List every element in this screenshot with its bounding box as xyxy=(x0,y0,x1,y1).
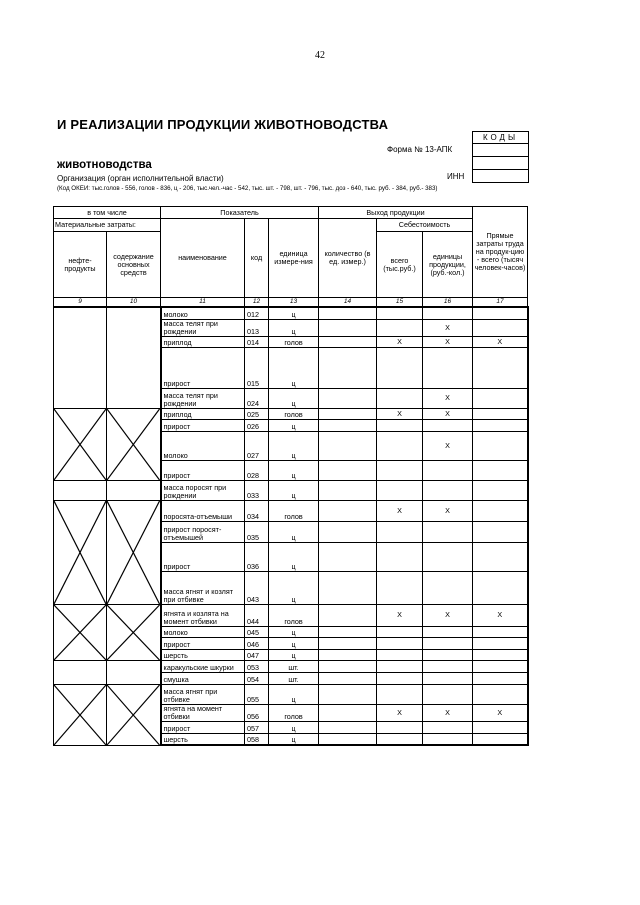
table-row xyxy=(54,604,528,626)
row-unit: ц xyxy=(269,542,319,571)
row-code: 033 xyxy=(245,480,269,500)
code-header: код xyxy=(245,219,269,298)
total-cost-cell[interactable] xyxy=(377,733,423,745)
row-unit: шт. xyxy=(269,672,319,684)
direct-labor-cell[interactable] xyxy=(473,408,528,419)
column-number: 17 xyxy=(473,298,528,308)
total-cost-cell[interactable]: X xyxy=(377,408,423,419)
direct-labor-cell[interactable] xyxy=(473,521,528,542)
direct-labor-cell[interactable] xyxy=(473,480,528,500)
unit-cost-cell[interactable]: X xyxy=(423,336,473,347)
unit-cost-cell[interactable] xyxy=(423,649,473,660)
quantity-cell[interactable] xyxy=(319,307,377,319)
row-code: 012 xyxy=(245,307,269,319)
table-row xyxy=(54,480,528,500)
direct-labor-cell[interactable] xyxy=(473,626,528,637)
material-cost-cell xyxy=(54,307,107,408)
total-cost-cell[interactable] xyxy=(377,684,423,704)
row-name: прирост xyxy=(161,542,245,571)
column-number: 12 xyxy=(245,298,269,308)
row-code: 044 xyxy=(245,604,269,626)
cross-mark-icon xyxy=(107,605,160,660)
crossed-out-cell xyxy=(107,684,161,745)
quantity-cell[interactable] xyxy=(319,431,377,460)
org-label: Организация (орган исполнительной власти) xyxy=(57,174,224,183)
inn-code-field[interactable] xyxy=(473,170,528,182)
row-name: поросята-отъемыши xyxy=(161,500,245,521)
row-name: шерсть xyxy=(161,649,245,660)
direct-labor-cell[interactable] xyxy=(473,649,528,660)
total-cost-cell[interactable]: X xyxy=(377,604,423,626)
in-that-number-header: в том числе xyxy=(54,207,161,219)
quantity-cell[interactable] xyxy=(319,637,377,649)
direct-labor-cell[interactable]: X xyxy=(473,336,528,347)
quantity-cell[interactable] xyxy=(319,500,377,521)
total-cost-cell[interactable]: X xyxy=(377,500,423,521)
fixed-assets-header: содержание основных средств xyxy=(107,232,161,298)
page-title: И РЕАЛИЗАЦИИ ПРОДУКЦИИ ЖИВОТНОВОДСТВА xyxy=(57,117,389,132)
unit-cost-header: единицы продукции, (руб.-кол.) xyxy=(423,232,473,298)
unit-cost-cell[interactable] xyxy=(423,571,473,604)
row-code: 013 xyxy=(245,319,269,336)
row-name: смушка xyxy=(161,672,245,684)
table-row xyxy=(54,408,528,419)
row-name: прирост поросят-отъемышей xyxy=(161,521,245,542)
unit-cost-cell[interactable] xyxy=(423,626,473,637)
row-name: масса телят при рождении xyxy=(161,388,245,408)
total-cost-cell[interactable] xyxy=(377,637,423,649)
direct-labor-cell[interactable]: X xyxy=(473,604,528,626)
direct-labor-cell[interactable] xyxy=(473,542,528,571)
total-cost-cell[interactable] xyxy=(377,319,423,336)
total-cost-cell[interactable] xyxy=(377,542,423,571)
total-cost-cell[interactable] xyxy=(377,649,423,660)
row-unit: голов xyxy=(269,336,319,347)
quantity-cell[interactable] xyxy=(319,626,377,637)
row-code: 047 xyxy=(245,649,269,660)
row-code: 024 xyxy=(245,388,269,408)
total-cost-cell[interactable] xyxy=(377,480,423,500)
okei-codes-note: (Код ОКЕИ: тыс.голов - 556, голов - 836, ц - 206, тыс.чел.-час - 542, тыс. шт. - 798, шт. - 796, тыс. доз - 640, тыс. руб. - 384, руб.- 383) xyxy=(57,185,438,192)
unit-cost-cell[interactable] xyxy=(423,733,473,745)
unit-cost-cell[interactable] xyxy=(423,521,473,542)
row-unit: ц xyxy=(269,626,319,637)
total-cost-cell[interactable] xyxy=(377,521,423,542)
row-code: 053 xyxy=(245,660,269,672)
total-cost-cell[interactable] xyxy=(377,388,423,408)
unit-cost-cell[interactable] xyxy=(423,660,473,672)
material-cost-cell xyxy=(107,480,161,500)
row-unit: ц xyxy=(269,419,319,431)
material-costs-header: Материальные затраты: xyxy=(54,219,161,232)
table-row xyxy=(54,684,528,704)
crossed-out-cell xyxy=(54,500,107,604)
direct-labor-cell[interactable] xyxy=(473,721,528,733)
unit-cost-cell[interactable] xyxy=(423,460,473,480)
unit-cost-cell[interactable]: X xyxy=(423,319,473,336)
name-header: наименование xyxy=(161,219,245,298)
total-cost-cell[interactable] xyxy=(377,571,423,604)
codes-box xyxy=(472,131,529,183)
row-name: молоко xyxy=(161,431,245,460)
direct-labor-cell[interactable] xyxy=(473,500,528,521)
quantity-cell[interactable] xyxy=(319,319,377,336)
row-code: 026 xyxy=(245,419,269,431)
row-code: 056 xyxy=(245,704,269,721)
total-cost-cell[interactable] xyxy=(377,419,423,431)
row-unit: голов xyxy=(269,408,319,419)
row-unit: ц xyxy=(269,431,319,460)
total-cost-cell[interactable] xyxy=(377,347,423,388)
quantity-cell[interactable] xyxy=(319,460,377,480)
direct-labor-cell[interactable] xyxy=(473,637,528,649)
quantity-header: количество (в ед. измер.) xyxy=(319,219,377,298)
row-code: 045 xyxy=(245,626,269,637)
direct-labor-cell[interactable] xyxy=(473,460,528,480)
quantity-cell[interactable] xyxy=(319,347,377,388)
quantity-cell[interactable] xyxy=(319,408,377,419)
row-name: прирост xyxy=(161,721,245,733)
row-unit: ц xyxy=(269,319,319,336)
direct-labor-cell[interactable] xyxy=(473,419,528,431)
quantity-cell[interactable] xyxy=(319,521,377,542)
cross-mark-icon xyxy=(54,501,106,604)
row-unit: ц xyxy=(269,684,319,704)
page-number: 42 xyxy=(315,50,325,61)
column-number: 16 xyxy=(423,298,473,308)
row-code: 046 xyxy=(245,637,269,649)
indicator-header: Показатель xyxy=(161,207,319,219)
row-code: 034 xyxy=(245,500,269,521)
row-name: молоко xyxy=(161,626,245,637)
row-name: каракульские шкурки xyxy=(161,660,245,672)
unit-cost-cell[interactable] xyxy=(423,721,473,733)
direct-labor-cell[interactable] xyxy=(473,660,528,672)
row-code: 028 xyxy=(245,460,269,480)
quantity-cell[interactable] xyxy=(319,604,377,626)
total-cost-cell[interactable]: X xyxy=(377,336,423,347)
quantity-cell[interactable] xyxy=(319,704,377,721)
row-unit: ц xyxy=(269,733,319,745)
cost-header: Себестоимость xyxy=(377,219,473,232)
total-cost-cell[interactable] xyxy=(377,431,423,460)
row-name: прирост xyxy=(161,347,245,388)
codes-header: КОДЫ xyxy=(473,132,528,144)
column-number: 9 xyxy=(54,298,107,308)
total-cost-cell[interactable] xyxy=(377,660,423,672)
output-header: Выход продукции xyxy=(319,207,473,219)
row-unit: шт. xyxy=(269,660,319,672)
total-cost-cell[interactable] xyxy=(377,672,423,684)
inn-label: ИНН xyxy=(447,172,465,181)
row-unit: голов xyxy=(269,604,319,626)
row-unit: ц xyxy=(269,307,319,319)
quantity-cell[interactable] xyxy=(319,672,377,684)
quantity-cell[interactable] xyxy=(319,733,377,745)
row-name: масса ягнят при отбивке xyxy=(161,684,245,704)
row-name: масса ягнят и козлят при отбивке xyxy=(161,571,245,604)
unit-cost-cell[interactable] xyxy=(423,637,473,649)
crossed-out-cell xyxy=(107,604,161,660)
crossed-out-cell xyxy=(54,408,107,480)
quantity-cell[interactable] xyxy=(319,721,377,733)
row-unit: голов xyxy=(269,500,319,521)
total-cost-cell[interactable] xyxy=(377,721,423,733)
cross-mark-icon xyxy=(54,409,106,480)
material-cost-cell xyxy=(107,660,161,684)
total-cost-cell[interactable]: X xyxy=(377,704,423,721)
row-code: 043 xyxy=(245,571,269,604)
row-name: прирост xyxy=(161,419,245,431)
row-unit: ц xyxy=(269,521,319,542)
row-code: 055 xyxy=(245,684,269,704)
row-name: прирост xyxy=(161,637,245,649)
row-name: молоко xyxy=(161,307,245,319)
unit-header: единица измере-ния xyxy=(269,219,319,298)
column-number: 15 xyxy=(377,298,423,308)
column-number: 11 xyxy=(161,298,245,308)
form-label: Форма № 13-АПК xyxy=(387,145,453,154)
row-unit: ц xyxy=(269,649,319,660)
row-code: 054 xyxy=(245,672,269,684)
row-code: 027 xyxy=(245,431,269,460)
section-title: животноводства xyxy=(57,159,152,171)
cross-mark-icon xyxy=(54,605,106,660)
cross-mark-icon xyxy=(54,685,106,745)
direct-labor-cell[interactable] xyxy=(473,319,528,336)
row-code: 025 xyxy=(245,408,269,419)
total-cost-cell[interactable] xyxy=(377,460,423,480)
row-code: 036 xyxy=(245,542,269,571)
crossed-out-cell xyxy=(107,408,161,480)
row-code: 035 xyxy=(245,521,269,542)
row-name: приплод xyxy=(161,408,245,419)
row-code: 014 xyxy=(245,336,269,347)
table-row xyxy=(54,660,528,672)
unit-cost-cell[interactable] xyxy=(423,347,473,388)
production-table xyxy=(53,206,529,746)
crossed-out-cell xyxy=(54,604,107,660)
table-row xyxy=(54,500,528,521)
direct-labor-cell[interactable] xyxy=(473,347,528,388)
row-name: приплод xyxy=(161,336,245,347)
quantity-cell[interactable] xyxy=(319,649,377,660)
quantity-cell[interactable] xyxy=(319,388,377,408)
material-cost-cell xyxy=(107,307,161,408)
column-numbers-row xyxy=(54,298,528,308)
direct-labor-cell[interactable] xyxy=(473,307,528,319)
unit-cost-cell[interactable] xyxy=(423,419,473,431)
cross-mark-icon xyxy=(107,409,160,480)
material-cost-cell xyxy=(54,660,107,684)
org-code-field[interactable] xyxy=(473,157,528,170)
row-code: 057 xyxy=(245,721,269,733)
total-cost-cell[interactable] xyxy=(377,626,423,637)
direct-labor-cell[interactable] xyxy=(473,684,528,704)
row-unit: ц xyxy=(269,637,319,649)
row-name: шерсть xyxy=(161,733,245,745)
total-cost-header: всего (тыс.руб.) xyxy=(377,232,423,298)
quantity-cell[interactable] xyxy=(319,684,377,704)
crossed-out-cell xyxy=(107,500,161,604)
row-code: 058 xyxy=(245,733,269,745)
quantity-cell[interactable] xyxy=(319,660,377,672)
row-code: 015 xyxy=(245,347,269,388)
row-name: масса телят при рождении xyxy=(161,319,245,336)
unit-cost-cell[interactable] xyxy=(423,307,473,319)
unit-cost-cell[interactable] xyxy=(423,684,473,704)
row-name: ягнята на момент отбивки xyxy=(161,704,245,721)
row-unit: ц xyxy=(269,347,319,388)
row-unit: ц xyxy=(269,480,319,500)
quantity-cell[interactable] xyxy=(319,480,377,500)
row-name: масса поросят при рождении xyxy=(161,480,245,500)
table-row xyxy=(54,307,528,319)
unit-cost-cell[interactable]: X xyxy=(423,388,473,408)
direct-labor-cell[interactable] xyxy=(473,733,528,745)
cross-mark-icon xyxy=(107,685,160,745)
unit-cost-cell[interactable] xyxy=(423,542,473,571)
row-unit: ц xyxy=(269,721,319,733)
unit-cost-cell[interactable]: X xyxy=(423,431,473,460)
column-number: 10 xyxy=(107,298,161,308)
quantity-cell[interactable] xyxy=(319,419,377,431)
unit-cost-cell[interactable]: X xyxy=(423,704,473,721)
column-number: 14 xyxy=(319,298,377,308)
direct-labor-cell[interactable] xyxy=(473,388,528,408)
row-unit: ц xyxy=(269,571,319,604)
quantity-cell[interactable] xyxy=(319,336,377,347)
row-name: прирост xyxy=(161,460,245,480)
row-unit: голов xyxy=(269,704,319,721)
unit-cost-cell[interactable]: X xyxy=(423,500,473,521)
row-unit: ц xyxy=(269,388,319,408)
form-code-field[interactable] xyxy=(473,144,528,157)
direct-labor-cell[interactable] xyxy=(473,672,528,684)
unit-cost-cell[interactable] xyxy=(423,480,473,500)
direct-labor-cell[interactable] xyxy=(473,431,528,460)
cross-mark-icon xyxy=(107,501,160,604)
unit-cost-cell[interactable]: X xyxy=(423,408,473,419)
direct-labor-cell[interactable]: X xyxy=(473,704,528,721)
row-name: ягнята и козлята на момент отбивки xyxy=(161,604,245,626)
petroleum-header: нефте-продукты xyxy=(54,232,107,298)
quantity-cell[interactable] xyxy=(319,542,377,571)
crossed-out-cell xyxy=(54,684,107,745)
unit-cost-cell[interactable] xyxy=(423,672,473,684)
quantity-cell[interactable] xyxy=(319,571,377,604)
column-number: 13 xyxy=(269,298,319,308)
row-unit: ц xyxy=(269,460,319,480)
total-cost-cell[interactable] xyxy=(377,307,423,319)
unit-cost-cell[interactable]: X xyxy=(423,604,473,626)
direct-labor-header: Прямые затраты труда на продук-цию - всего (тысяч человек-часов) xyxy=(473,207,528,298)
direct-labor-cell[interactable] xyxy=(473,571,528,604)
material-cost-cell xyxy=(54,480,107,500)
